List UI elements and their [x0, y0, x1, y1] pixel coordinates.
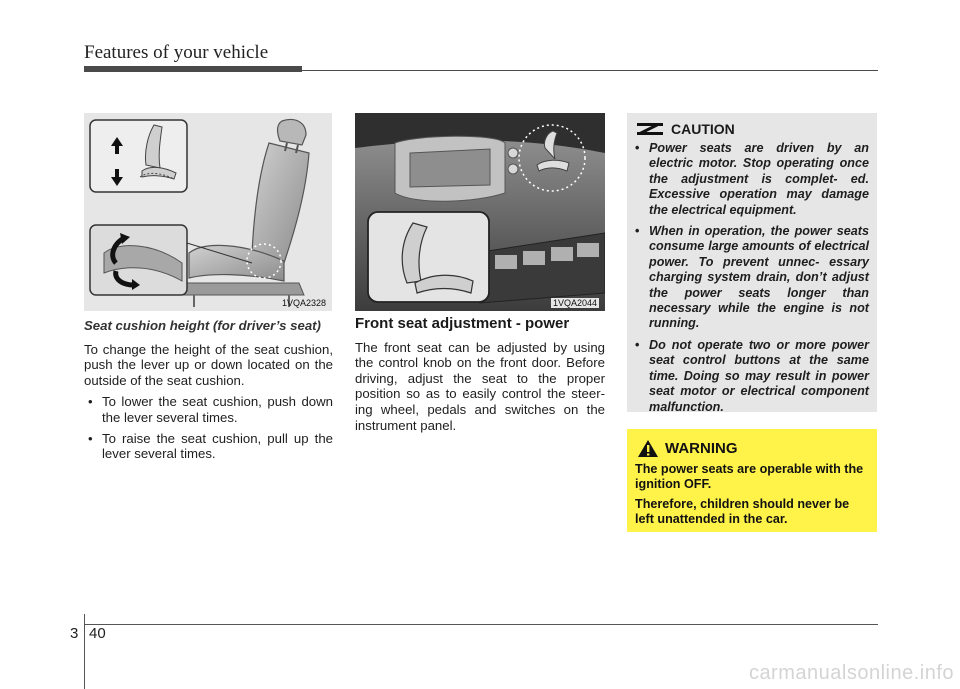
caution-list — [635, 141, 869, 421]
footer-rule — [84, 624, 878, 625]
seat-cushion-intro: To change the height of the seat cushion, push the lever up or down located on the outside of the seat cushion. — [84, 341, 333, 388]
caution-item: • When in operation, the power seats consume large amounts of electrical power. To prevent unnec- essary charging system drain, don’t adjust the power seats longer than necessary while the engine is not running. — [635, 224, 869, 332]
page-header-title: Features of your vehicle — [84, 42, 269, 63]
warning-body — [635, 462, 869, 532]
seat-height-illustration — [84, 113, 332, 311]
figure-code-left: 1VQA2328 — [281, 298, 326, 308]
watermark: carmanualsonline.info — [748, 662, 954, 684]
warning-triangle-icon — [637, 439, 659, 458]
header-rule-thick — [84, 66, 302, 72]
figure-code-middle: 1VQA2044 — [552, 298, 597, 308]
seat-cushion-list — [84, 394, 333, 461]
power-seat-heading: Front seat adjustment - power — [355, 315, 570, 332]
caution-item: • Do not operate two or more power seat control buttons at the same time. Doing so may result in power seat motor or electrical component malfunction. — [635, 338, 869, 415]
door-control-illustration — [355, 113, 605, 311]
warning-line: Therefore, children should never be left unattended in the car. — [635, 496, 850, 527]
power-seat-body: The front seat can be adjusted by using the control knob on the front door. Before driving, adjust the seat to the proper position so as to easily control the steer- ing wheel, pedals and switches on the instrument panel. — [355, 339, 605, 433]
warning-line: The power seats are operable with the ignition OFF. — [635, 462, 864, 492]
header-rule-thin — [84, 70, 878, 71]
warning-box — [627, 429, 877, 532]
seat-cushion-subheading: Seat cushion height (for driver’s seat) — [84, 318, 321, 333]
middle-column — [355, 316, 605, 439]
caution-icon — [637, 123, 663, 135]
list-item: • To raise the seat cushion, pull up the lever several times. — [84, 431, 333, 462]
seat-height-figure — [84, 113, 332, 311]
warning-title: WARNING — [665, 440, 738, 457]
warning-heading — [637, 439, 738, 458]
page-number: 40 — [89, 625, 106, 642]
caution-box — [627, 113, 877, 412]
chapter-number: 3 — [70, 625, 79, 642]
door-control-figure — [355, 113, 605, 311]
footer-divider — [84, 614, 85, 689]
caution-heading — [637, 121, 735, 137]
caution-title: CAUTION — [671, 121, 735, 137]
caution-item: • Power seats are driven by an electric motor. Stop operating once the adjustment is complet- ed. Excessive operation may damage the electrical equipment. — [635, 141, 869, 218]
left-column — [84, 318, 333, 467]
list-item: • To lower the seat cushion, push down the lever several times. — [84, 394, 333, 425]
